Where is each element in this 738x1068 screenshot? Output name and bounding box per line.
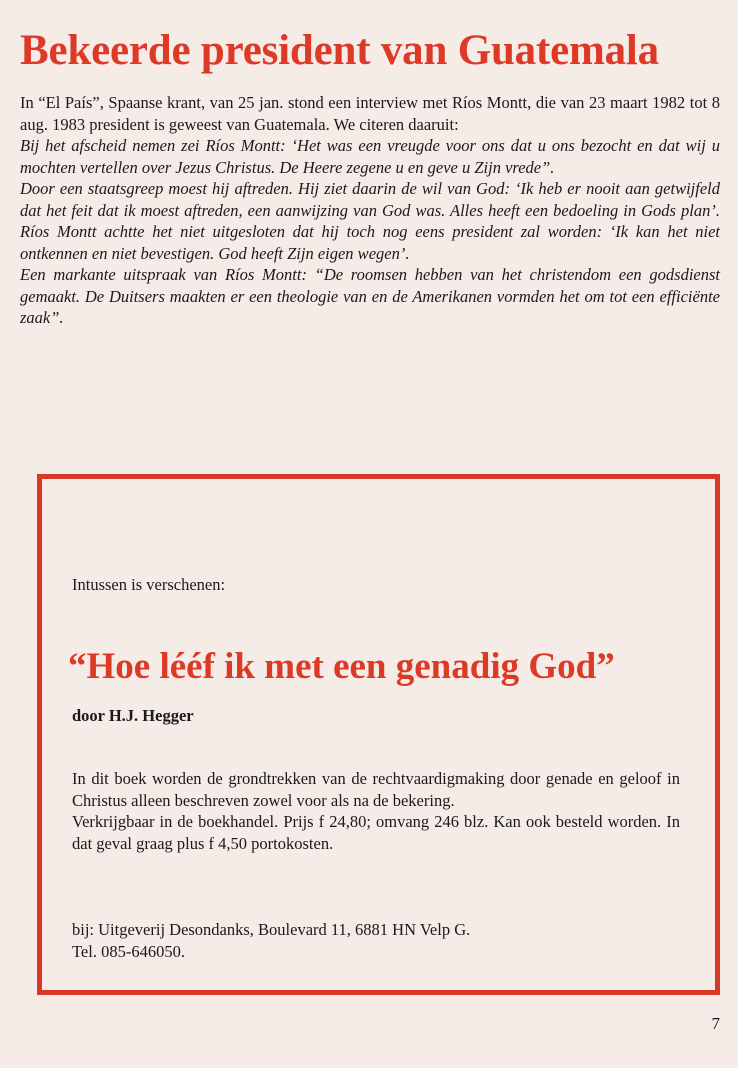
coup-quote: Door een staatsgreep moest hij aftreden. Hij ziet daarin de wil van God: ‘Ik heb er nooit aan getwijfeld dat het feit dat ik moest aftreden, een aanwijzing van God was. Alles heeft een bedoeling in Gods plan’. Ríos Montt achtte het niet uitgesloten dat hij toch nog eens president zal worden: ‘Ik kan het niet ontkennen en niet bevestigen. God heeft Zijn eigen wegen’. [20,179,720,263]
farewell-quote: Bij het afscheid nemen zei Ríos Montt: ‘Het was een vreugde voor ons dat u ons bezocht en dat wij u mochten vertellen over Jezus Christus. De Heere zegene u en geve u Zijn vrede”. [20,136,720,177]
publisher-address: bij: Uitgeverij Desondanks, Boulevard 11, 6881 HN Velp G. [72,920,471,939]
page-title: Bekeerde president van Guatemala [20,27,659,74]
book-description: In dit boek worden de grondtrekken van de rechtvaardigmaking door genade en geloof in Christus alleen beschreven zowel voor als na de bekering. [72,769,680,810]
book-availability: Verkrijgbaar in de boekhandel. Prijs f 24,80; omvang 246 blz. Kan ook besteld worden. In dat geval graag plus f 4,50 portokosten. [72,812,680,853]
publisher-contact [72,919,672,962]
ad-description-block [72,768,680,854]
article-intro: In “El País”, Spaanse krant, van 25 jan. stond een interview met Ríos Montt, die van 23 maart 1982 tot 8 aug. 1983 president is geweest van Guatemala. We citeren daaruit: [20,93,720,134]
ad-intro: Intussen is verschenen: [72,575,226,594]
book-title: “Hoe lééf ik met een genadig God” [68,646,615,687]
page-number: 7 [711,1014,720,1033]
book-advertisement [37,474,720,995]
publisher-phone: Tel. 085-646050. [72,941,185,961]
remark-quote: Een markante uitspraak van Ríos Montt: “De roomsen hebben van het christendom een godsdienst gemaakt. De Duitsers maakten er een theologie van en de Amerikanen vormden het om tot een efficiënte zaak”. [20,265,720,327]
book-author: door H.J. Hegger [72,706,194,725]
article-body [20,92,720,329]
